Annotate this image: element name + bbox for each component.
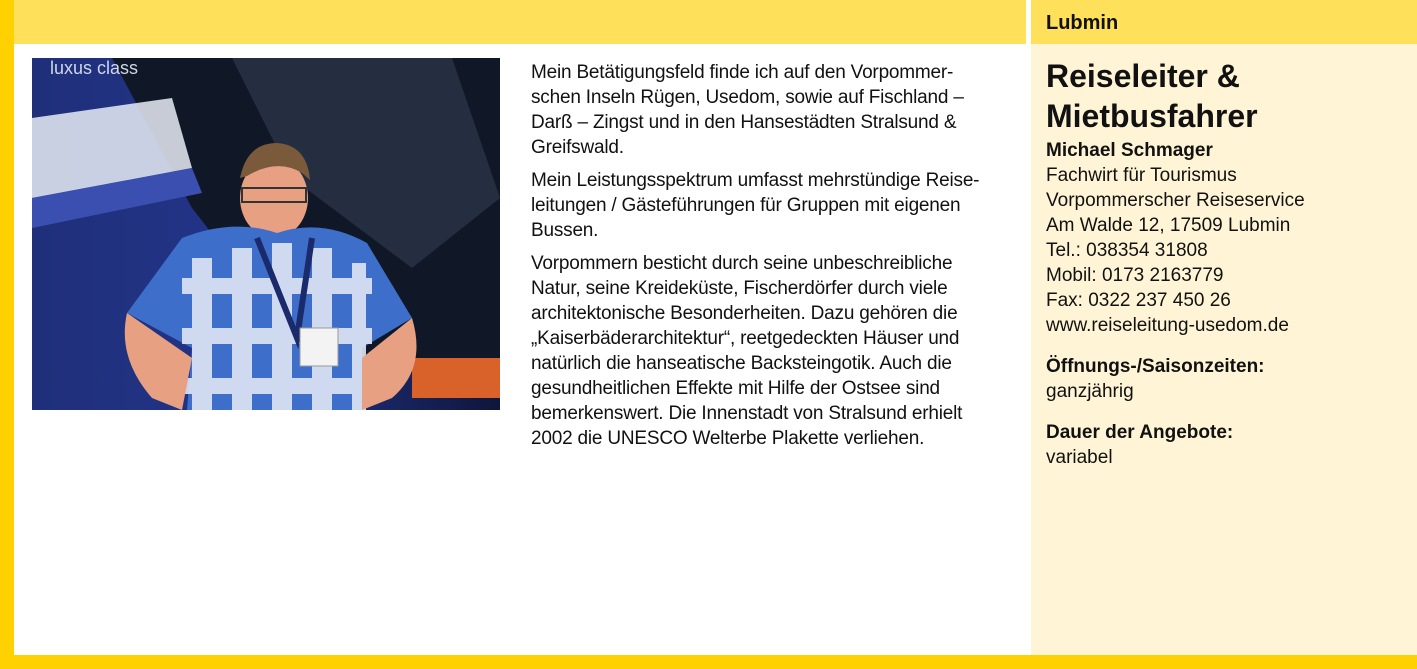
info-sidebar <box>1031 0 1417 655</box>
bus-label: luxus class <box>50 58 139 78</box>
contact-website[interactable]: www.reiseleitung-usedom.de <box>1046 315 1289 336</box>
sidebar-header <box>1031 0 1417 44</box>
duration-value: variabel <box>1046 447 1113 468</box>
top-banner <box>14 0 1026 44</box>
contact-role: Fachwirt für Tourismus <box>1046 165 1237 186</box>
paragraph: Mein Betätigungsfeld finde ich auf den Vorpommer-schen Inseln Rügen, Usedom, sowie auf Fischland – Darß – Zingst und in den Hansestädten Stralsund & Greifswald. <box>531 62 964 158</box>
title-line: Mietbusfahrer <box>1046 98 1258 134</box>
photo-illustration <box>32 58 500 410</box>
contact-name: Michael Schmager <box>1046 140 1213 161</box>
duration-label: Dauer der Angebote: <box>1046 422 1234 443</box>
contact-company: Vorpommerscher Reiseservice <box>1046 190 1305 211</box>
contact-phone: Tel.: 038354 31808 <box>1046 240 1208 261</box>
description-text <box>531 60 991 459</box>
contact-fax: Fax: 0322 237 450 26 <box>1046 290 1231 311</box>
contact-address: Am Walde 12, 17509 Lubmin <box>1046 215 1291 236</box>
location-label: Lubmin <box>1046 12 1119 34</box>
hours-value: ganzjährig <box>1046 381 1134 402</box>
hours-label: Öffnungs-/Saisonzeiten: <box>1046 356 1265 377</box>
page-title <box>1046 56 1406 136</box>
paragraph: Vorpommern besticht durch seine unbeschreibliche Natur, seine Kreideküste, Fischerdörfer durch viele architektonische Besonderheiten. Dazu gehören die „Kaiserbäderarchitektur“, reetgedeckten Häuser und natürlich die hanseatische Backsteingotik. Auch die gesundheitlichen Effekte mit Hilfe der Ostsee sind bemerkenswert. Die Innenstadt von Stralsund erhielt 2002 die UNESCO Welterbe Plakette verliehen. <box>531 253 963 449</box>
guide-photo <box>32 58 500 410</box>
contact-mobile: Mobil: 0173 2163779 <box>1046 265 1224 286</box>
paragraph: Mein Leistungsspektrum umfasst mehrstündige Reise-leitungen / Gästeführungen für Gruppen mit eigenen Bussen. <box>531 170 980 241</box>
title-line: Reiseleiter & <box>1046 58 1240 94</box>
content-area <box>14 0 1417 655</box>
contact-block <box>1046 138 1406 470</box>
